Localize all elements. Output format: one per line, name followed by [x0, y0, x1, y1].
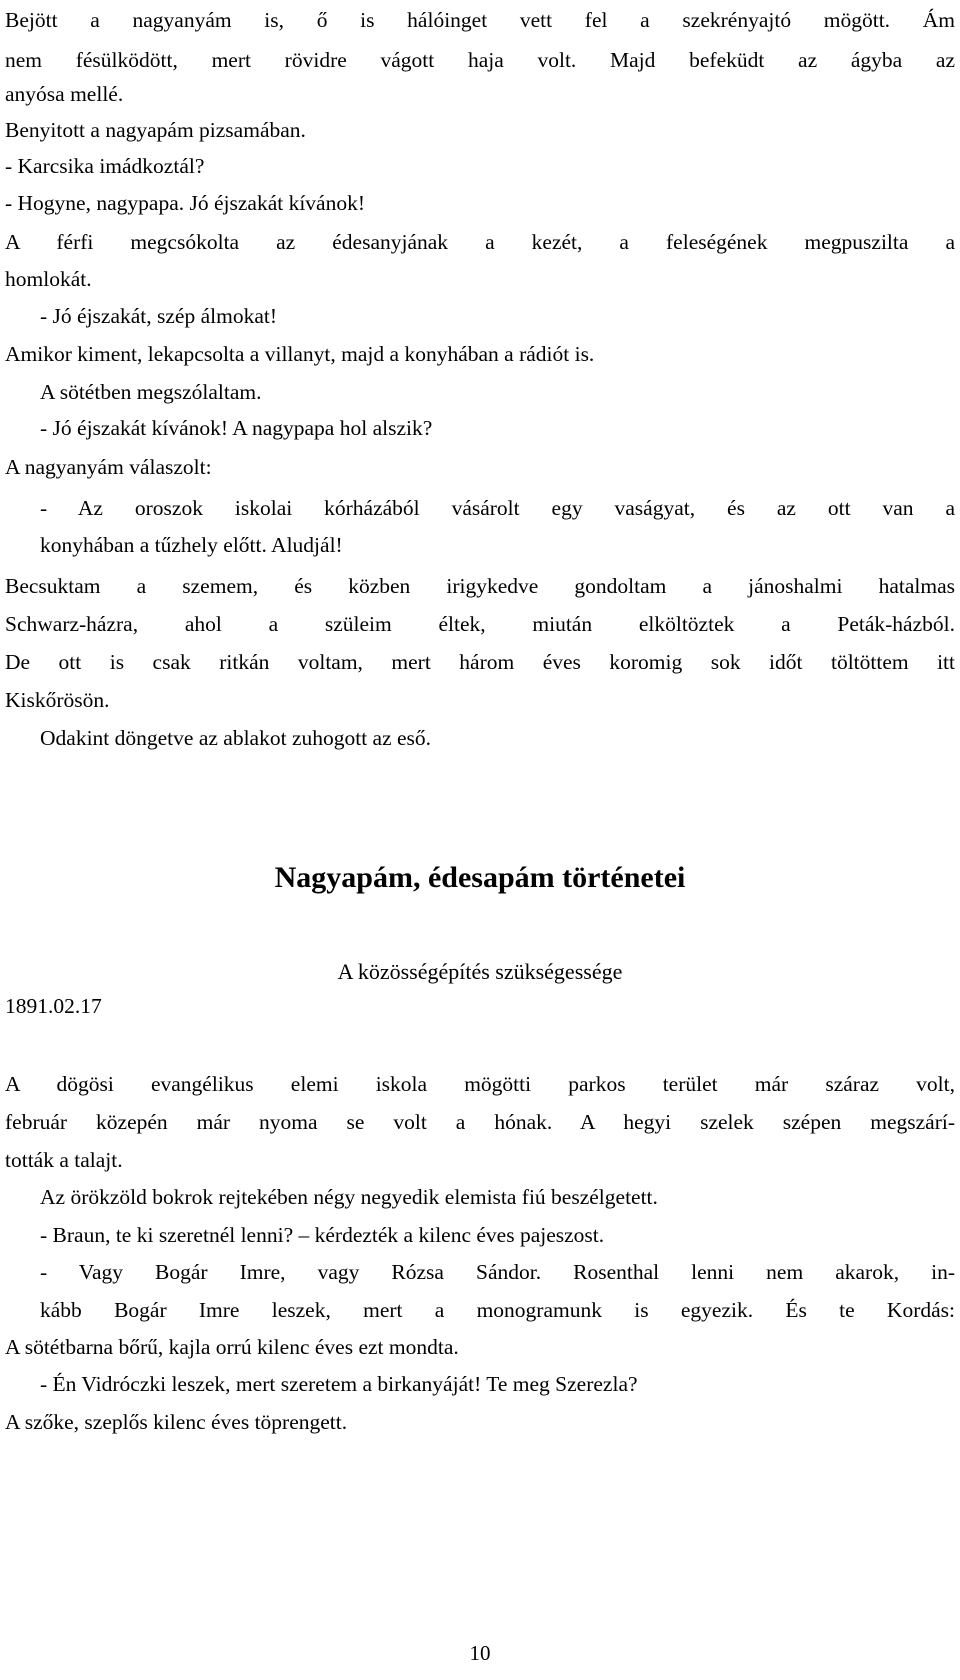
text-line: Bejött a nagyanyám is, ő is hálóinget vett fel a szekrényajtó mögött. Ám [5, 8, 955, 32]
text-line: Benyitott a nagyapám pizsamában. [5, 118, 306, 142]
text-line: - Hogyne, nagypapa. Jó éjszakát kívánok! [5, 191, 366, 215]
text-line: nem fésülködött, mert rövidre vágott haja volt. Majd befeküdt az ágyba az [5, 48, 955, 72]
text-line: Az örökzöld bokrok rejtekében négy negyedik elemista fiú beszélgetett. [40, 1185, 658, 1209]
text-line: Becsuktam a szemem, és közben irigykedve gondoltam a jánoshalmi hatalmas [5, 574, 955, 598]
date-label: 1891.02.17 [5, 994, 102, 1018]
text-line: - Jó éjszakát, szép álmokat! [40, 304, 278, 328]
text-line: homlokát. [5, 267, 92, 291]
text-line: A dögösi evangélikus elemi iskola mögötti parkos terület már száraz volt, [5, 1072, 955, 1096]
text-line: - Az oroszok iskolai kórházából vásárolt egy vaságyat, és az ott van a [40, 496, 955, 520]
text-line: Amikor kiment, lekapcsolta a villanyt, majd a konyhában a rádiót is. [5, 342, 595, 366]
text-line: - Karcsika imádkoztál? [5, 154, 205, 178]
page-number: 10 [469, 1641, 491, 1665]
text-line: február közepén már nyoma se volt a hónak. A hegyi szelek szépen megszárí- [5, 1110, 955, 1134]
text-line: - Jó éjszakát kívánok! A nagypapa hol alszik? [40, 416, 433, 440]
text-line: - Vagy Bogár Imre, vagy Rózsa Sándor. Rosenthal lenni nem akarok, in- [40, 1260, 955, 1284]
text-line: - Én Vidróczki leszek, mert szeretem a birkanyáját! Te meg Szerezla? [40, 1372, 638, 1396]
text-line: A sötétbarna bőrű, kajla orrú kilenc éves ezt mondta. [5, 1335, 459, 1359]
text-line: Kiskőrösön. [5, 688, 110, 712]
text-line: A sötétben megszólaltam. [40, 380, 262, 404]
text-line: Odakint döngetve az ablakot zuhogott az eső. [40, 726, 432, 750]
text-line: A szőke, szeplős kilenc éves töprengett. [5, 1410, 348, 1434]
section-subtitle: A közösségépítés szükségessége [337, 959, 623, 984]
text-line: A nagyanyám válaszolt: [5, 455, 212, 479]
text-line: - Braun, te ki szeretnél lenni? – kérdezték a kilenc éves pajeszost. [40, 1223, 605, 1247]
text-line: A férfi megcsókolta az édesanyjának a kezét, a feleségének megpuszilta a [5, 230, 955, 254]
text-line: De ott is csak ritkán voltam, mert három éves koromig sok időt töltöttem itt [5, 650, 955, 674]
text-line: tották a talajt. [5, 1148, 123, 1172]
text-line: Schwarz-házra, ahol a szüleim éltek, miután elköltöztek a Peták-házból. [5, 612, 955, 636]
text-line: konyhában a tűzhely előtt. Aludjál! [40, 533, 343, 557]
text-line: kább Bogár Imre leszek, mert a monogramunk is egyezik. És te Kordás: [40, 1298, 955, 1322]
text-line: anyósa mellé. [5, 82, 124, 106]
section-title: Nagyapám, édesapám történetei [274, 861, 686, 894]
